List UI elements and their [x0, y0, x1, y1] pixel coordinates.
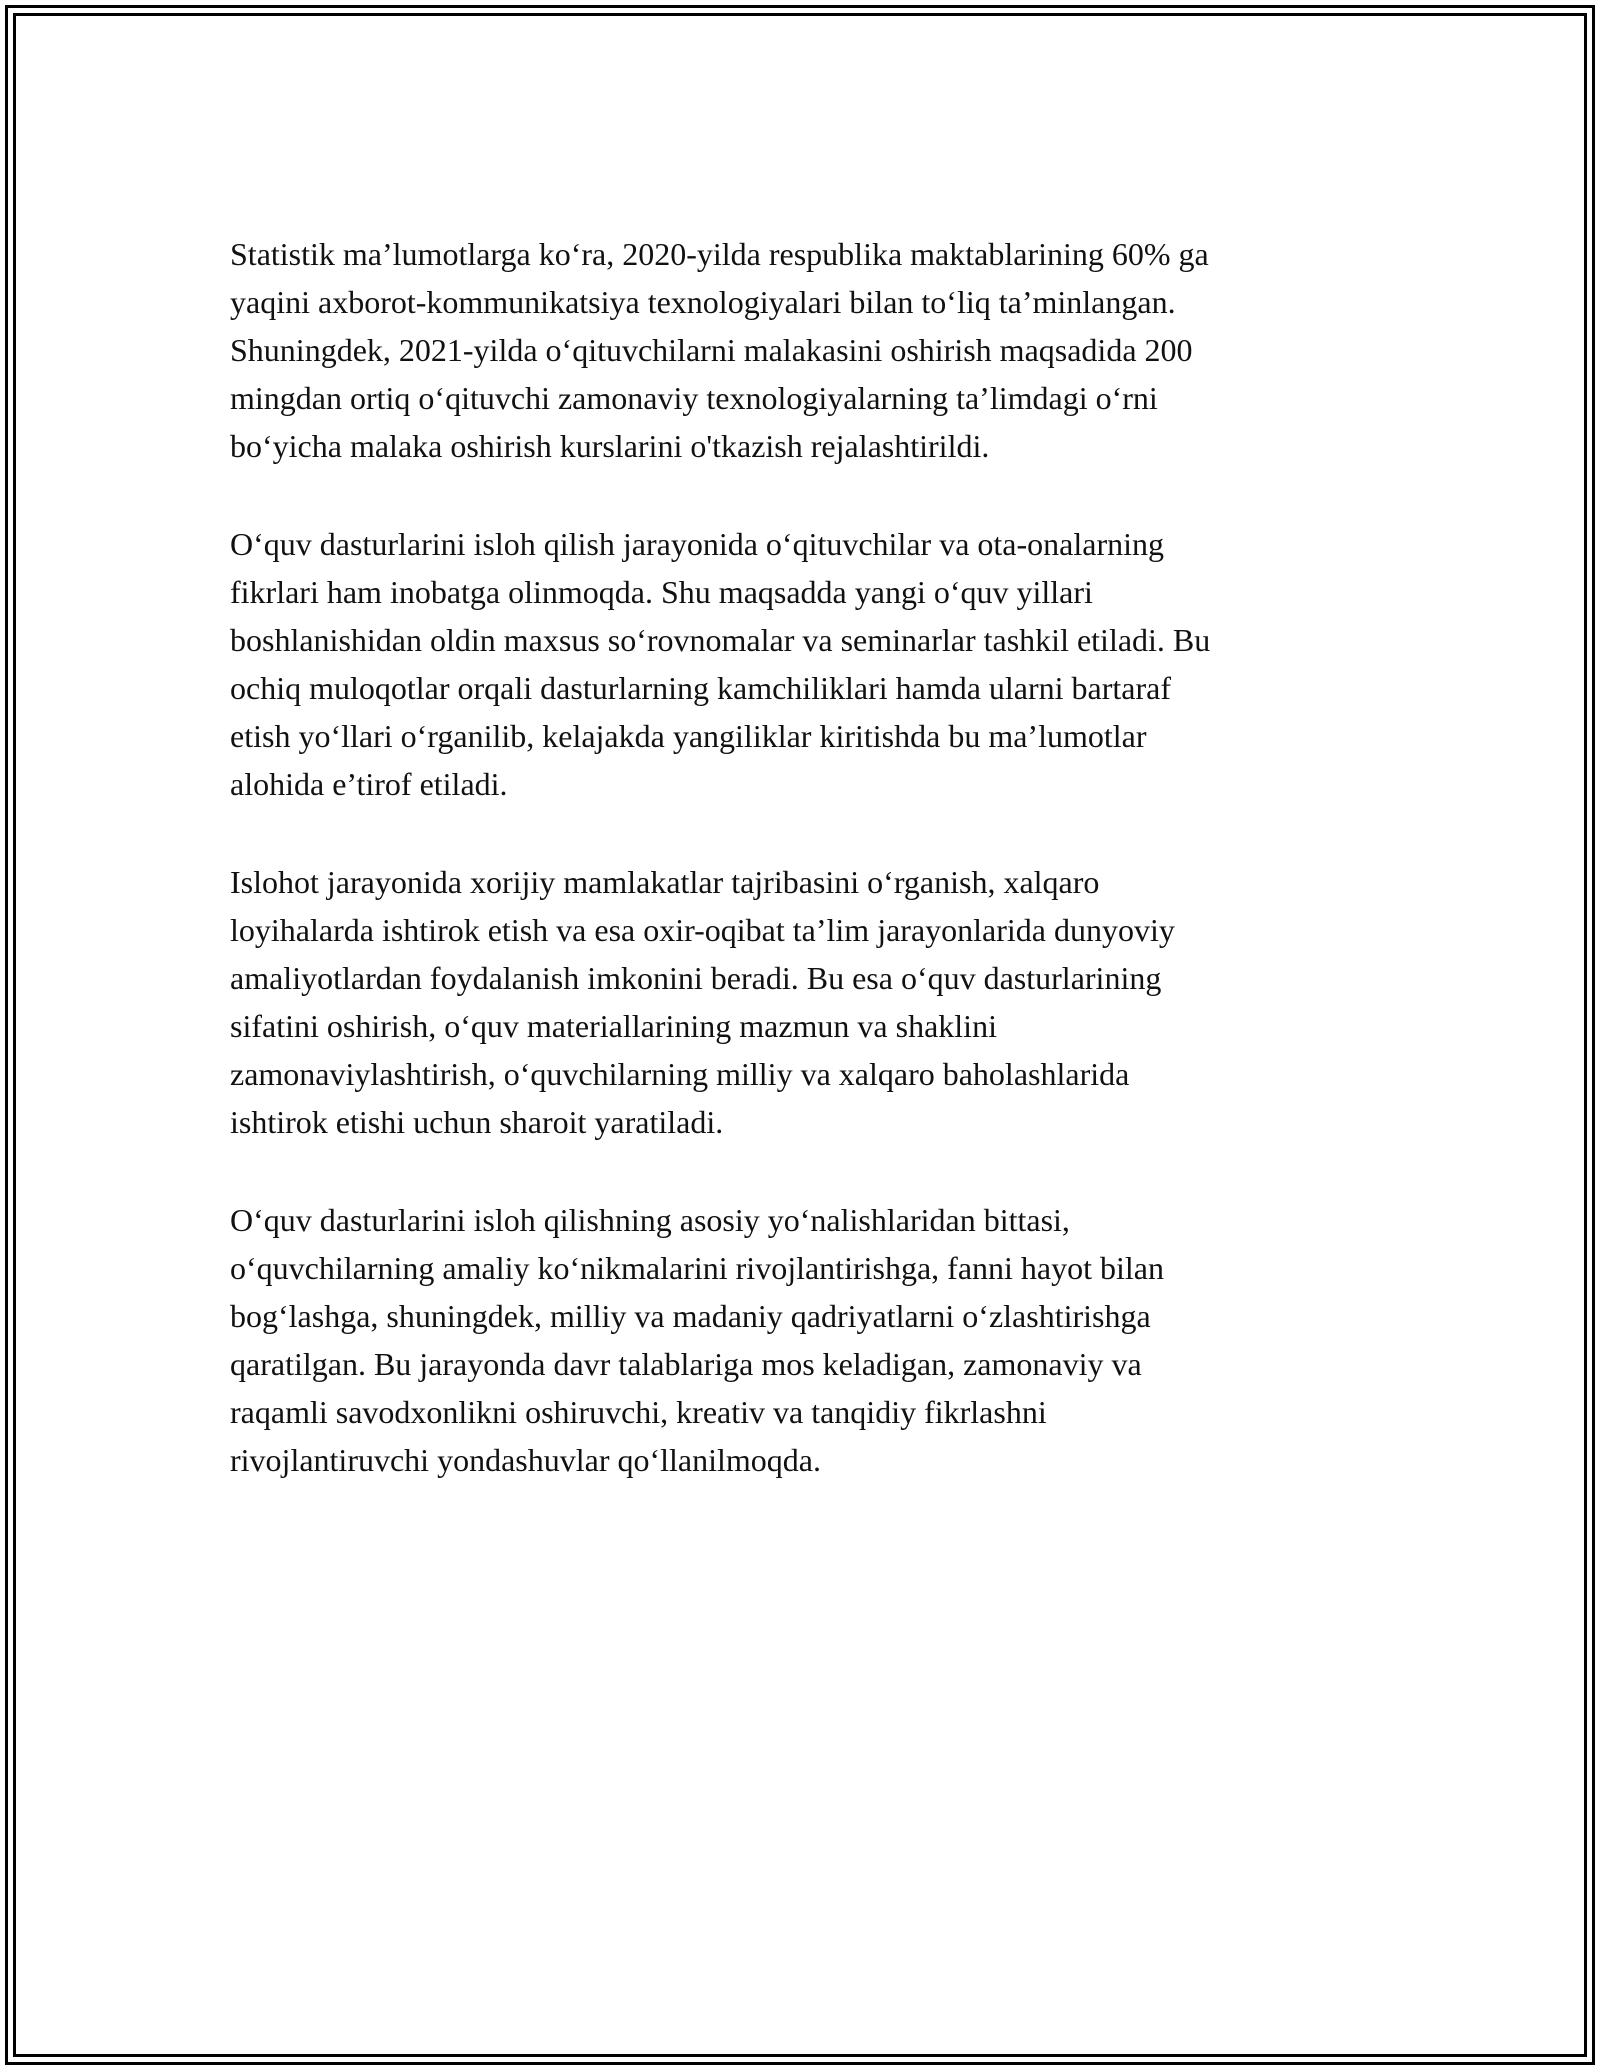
paragraph-curriculum-feedback: O‘quv dasturlarini isloh qilish jarayonida o‘qituvchilar va ota-onalarning fikrlari ham inobatga olinmoqda. Shu maqsadda yangi o‘quv yillari boshlanishidan oldin maxsus so‘rovnomalar va seminarlar tashkil etiladi. Bu ochiq muloqotlar orqali dasturlarning kamchiliklari hamda ularni bartaraf etish yo‘llari o‘rganilib, kelajakda yangiliklar kiritishda bu ma’lumotlar alohida e’tirof etiladi. [230, 526, 1211, 802]
paragraph-statistics: Statistik ma’lumotlarga ko‘ra, 2020-yilda respublika maktablarining 60% ga yaqini axborot-kommunikatsiya texnologiyalari bilan to‘liq ta’minlangan. Shuningdek, 2021-yilda o‘qituvchilarni malakasini oshirish maqsadida 200 mingdan ortiq o‘qituvchi zamonaviy texnologiyalarning ta’limdagi o‘rni bo‘yicha malaka oshirish kurslarini o'tkazish rejalashtirildi. [230, 236, 1209, 464]
paragraph-reform-directions: O‘quv dasturlarini isloh qilishning asosiy yo‘nalishlaridan bittasi, o‘quvchilarning amaliy ko‘nikmalarini rivojlantirishga, fanni hayot bilan bog‘lashga, shuningdek, milliy va madaniy qadriyatlarni o‘zlashtirishga qaratilgan. Bu jarayonda davr talablariga mos keladigan, zamonaviy va raqamli savodxonlikni oshiruvchi, kreativ va tanqidiy fikrlashni rivojlantiruvchi yondashuvlar qo‘llanilmoqda. [230, 1202, 1164, 1478]
document-body [230, 230, 1370, 1534]
paragraph-international-experience: Islohot jarayonida xorijiy mamlakatlar tajribasini o‘rganish, xalqaro loyihalarda ishtirok etish va esa oxir-oqibat ta’lim jarayonlarida dunyoviy amaliyotlardan foydalanish imkonini beradi. Bu esa o‘quv dasturlarining sifatini oshirish, o‘quv materiallarining mazmun va shaklini zamonaviylashtirish, o‘quvchilarning milliy va xalqaro baholashlarida ishtirok etishi uchun sharoit yaratiladi. [230, 864, 1175, 1140]
